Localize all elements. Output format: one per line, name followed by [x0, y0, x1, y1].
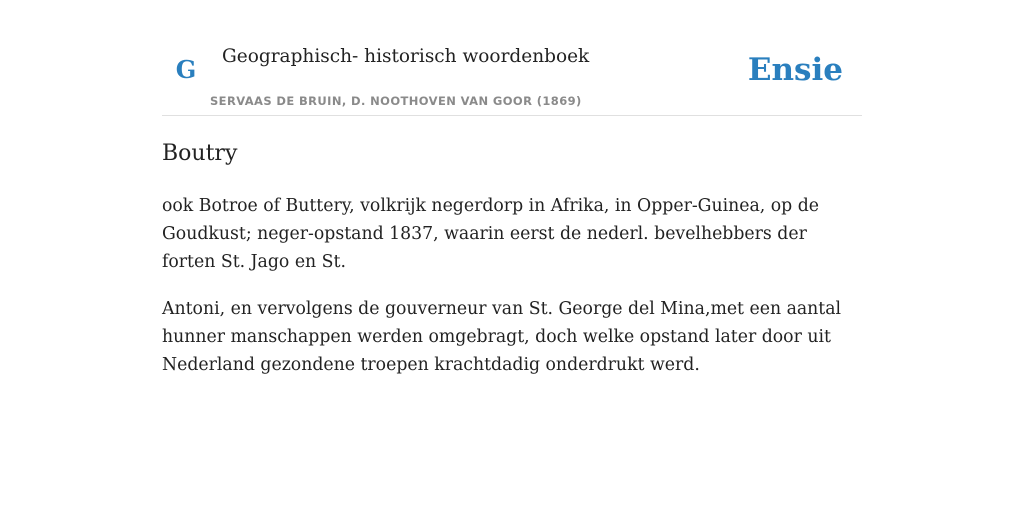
book-icon[interactable]: G: [175, 55, 197, 84]
page-container: [162, 0, 862, 375]
book-authors-year: SERVAAS DE BRUIN, D. NOOTHOVEN VAN GOOR (1869): [210, 94, 582, 108]
header: [162, 0, 862, 116]
entry-paragraph: Antoni, en vervolgens de gouverneur van St. George del Mina,met een aantal hunner manschappen werden omgebragt, doch welke opstand later door uit Nederland gezondene troepen krachtdadig onderdrukt werd.: [162, 299, 842, 375]
entry-title: Boutry: [162, 141, 238, 166]
entry-body: [162, 192, 862, 398]
entry-paragraph: ook Botroe of Buttery, volkrijk negerdorp in Afrika, in Opper-Guinea, op de Goudkust; neger-opstand 1837, waarin eerst de nederl. bevelhebbers der forten St. Jago en St.: [162, 196, 820, 272]
book-title-link[interactable]: Geographisch- historisch woordenboek: [222, 46, 590, 67]
ensie-logo[interactable]: Ensie: [747, 52, 843, 88]
